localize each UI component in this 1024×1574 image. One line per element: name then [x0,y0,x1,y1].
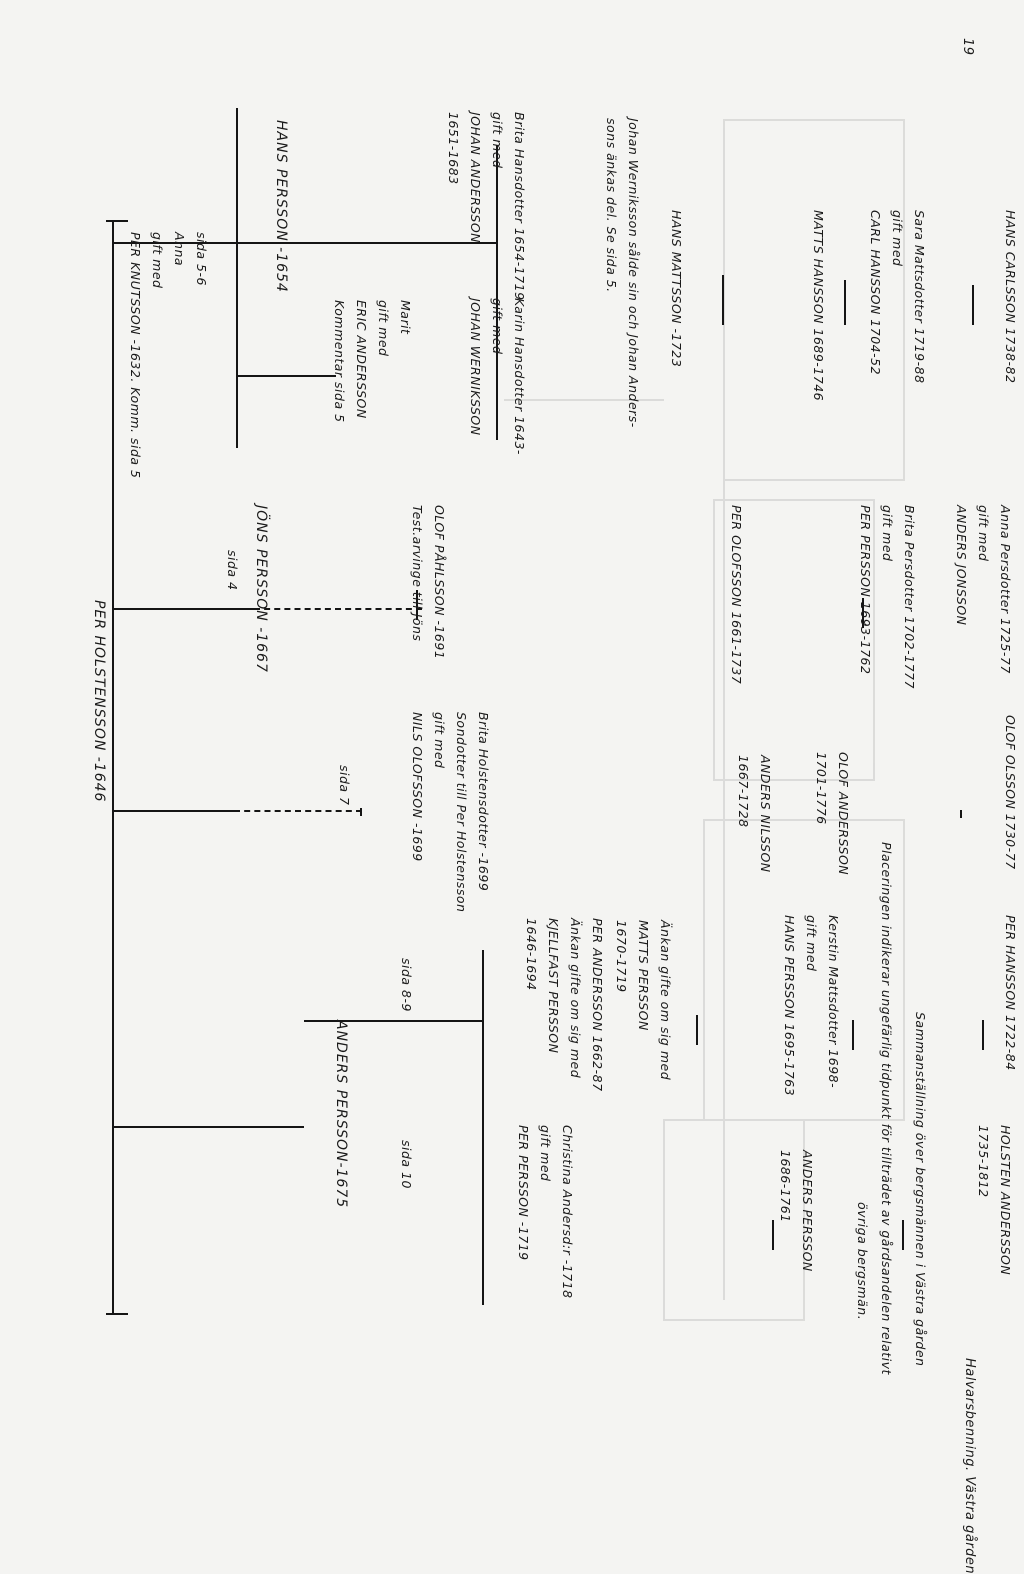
per-olofsson: PER OLOFSSON 1661-1737 [729,505,744,685]
kerstin-block: Kerstin Mattsdotter 1698- gift med HANS PERSSON 1695-1763 [782,915,841,1097]
brita-drop [114,810,234,812]
anders-nilsson-block: ANDERS NILSSON 1667-1728 [736,755,773,873]
matts-persson-block: Änkan gifte om sig med MATTS PERSSON 1670-1719 [614,920,673,1081]
christina-block: Christina Andersd:r -1718 gift med PER PERSSON -1719 [516,1125,575,1299]
connector [106,1313,128,1315]
jons-name: JÖNS PERSSON -1667 [253,505,269,673]
kerstin-stub [852,1020,854,1050]
root-name: PER HOLSTENSSON -1646 [91,600,107,803]
anders-name: ANDERS PERSSON-1675 [333,1020,349,1209]
holsten-stub [902,1220,904,1250]
hans-mattsson-stub [722,275,724,325]
olof-dashed [254,608,422,610]
anders-persson2-block: ANDERS PERSSON 1686-1761 [778,1150,815,1272]
brita-sida: sida 7 [337,765,352,806]
brita-per-block: Brita Persdotter 1702-1777 gift med PER PERSSON 1693-1762 [858,505,917,689]
brita-dashed [234,810,362,812]
anders-drop [114,1126,304,1128]
hans-carlsson-stub [972,285,974,325]
hans-carlsson: HANS CARLSSON 1738-82 [1003,210,1018,384]
anders-children-line [482,950,484,1305]
jons-drop [114,608,254,610]
hans-line [236,108,238,448]
matts-hansson: MATTS HANSSON 1689-1746 [811,210,826,402]
caption-line-1: Sammanställning över bergsmännen i Västra gården [913,1012,928,1367]
hans-name: HANS PERSSON -1654 [273,120,289,293]
olof-pahlsson-block: OLOF PÅHLSSON -1691 Test.arvinge till Jöns [410,505,447,660]
page-title: Halvarsbenning. Västra gården [962,1358,977,1574]
olof-andersson-block: OLOF ANDERSSON 1701-1776 [814,752,851,876]
holsten-block: HOLSTEN ANDERSSON 1735-1812 [976,1125,1013,1276]
root-line [112,220,114,1315]
caption-line-3: övriga bergsmän. [855,1202,870,1321]
brita-hans-block: Brita Hansdotter 1654-1719 gift med JOHAN ANDERSSON 1651-1683 [446,112,527,301]
karin-block: Karin Hansdotter 1643- gift med JOHAN WERNIKSSON [468,298,527,455]
johan-note: Johan Werniksson sålde sin och Johan Anders- sons änkas del. Se sida 5. [604,118,641,428]
jons-sida: sida 4 [225,550,240,591]
anna-block: sida 5-6 Anna gift med PER KNUTSSON -1632. Komm. sida 5 [128,232,209,479]
per-hansson-stub [982,1020,984,1050]
matts-persson-stub [696,1015,698,1045]
hans-mattsson: HANS MATTSSON -1723 [669,210,684,368]
brita-line [360,808,362,816]
sida-8-9: sida 8-9 [399,958,414,1012]
olof-olsson: OLOF OLSSON 1730-77 [1003,715,1018,870]
per-andersson-drop [304,1020,484,1022]
sida-10: sida 10 [399,1140,414,1189]
caption-line-2: Placeringen indikerar ungefärlig tidpunkt för tillträdet av gårdsandelen relativt [879,842,894,1375]
marit-drop [236,375,336,377]
sara-block: Sara Mattsdotter 1719-88 gift med CARL HANSSON 1704-52 [868,210,927,384]
olof-olsson-stub [960,810,962,818]
brita-hols-block: Brita Holstensdotter -1699 Sondotter till Per Holstensson gift med NILS OLOFSSON -1699 [410,712,491,913]
matts-stub [844,280,846,325]
anna-per-block: Anna Persdotter 1725-77 gift med ANDERS JONSSON [954,505,1013,674]
page-number: 19 [960,38,975,56]
marit-block: Marit gift med ERIC ANDERSSON Kommentar sida 5 [332,300,413,423]
per-andersson-block: PER ANDERSSON 1662-87 Änkan gifte om sig med KJELLFAST PERSSON 1646-1694 [524,918,605,1092]
connector [106,220,128,222]
per-hansson: PER HANSSON 1722-84 [1003,915,1018,1071]
